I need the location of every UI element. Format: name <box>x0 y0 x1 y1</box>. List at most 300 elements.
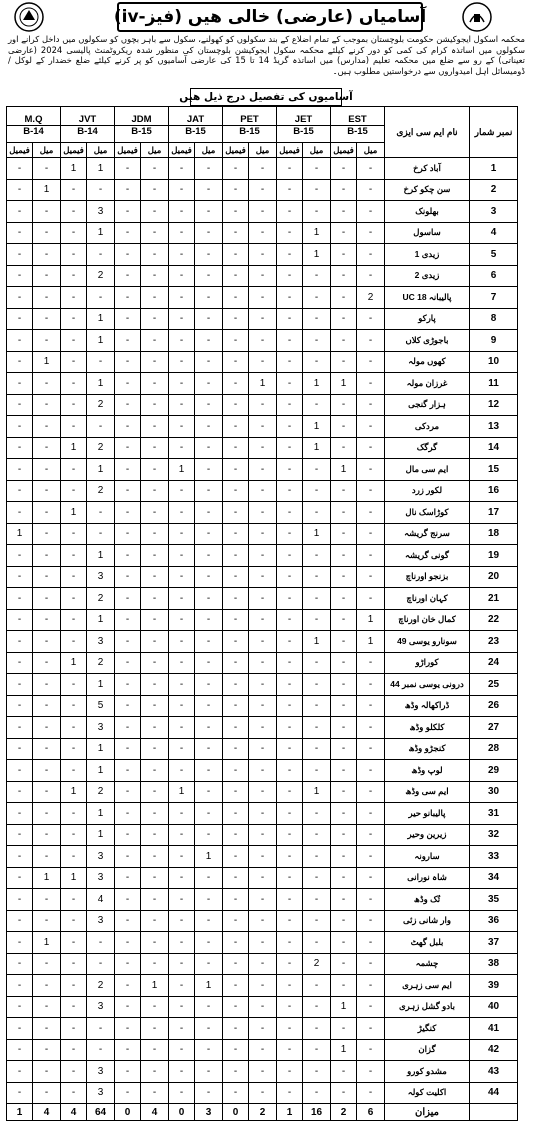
male-count-cell: - <box>33 287 61 309</box>
female-count-cell: 1 <box>331 459 357 481</box>
total-cell: 0 <box>223 1104 249 1121</box>
male-count-cell: 2 <box>87 480 115 502</box>
male-count-cell: - <box>195 179 223 201</box>
union-council-name: بلبل گھٹ <box>385 932 470 954</box>
male-header: میل <box>33 143 61 158</box>
table-row <box>7 265 518 287</box>
male-count-cell: - <box>195 609 223 631</box>
female-header: فیمیل <box>169 143 195 158</box>
male-count-cell: - <box>357 1061 385 1083</box>
female-count-cell: - <box>61 1061 87 1083</box>
male-count-cell: 1 <box>87 373 115 395</box>
male-count-cell: 2 <box>87 437 115 459</box>
male-count-cell: - <box>195 545 223 567</box>
female-count-cell: - <box>7 803 33 825</box>
female-count-cell: - <box>277 975 303 997</box>
female-count-cell: - <box>169 351 195 373</box>
table-row <box>7 1061 518 1083</box>
female-count-cell: - <box>223 437 249 459</box>
male-count-cell: - <box>303 308 331 330</box>
female-count-cell: - <box>7 566 33 588</box>
male-count-cell: - <box>195 523 223 545</box>
female-count-cell: - <box>7 674 33 696</box>
table-row <box>7 824 518 846</box>
female-header: فیمیل <box>7 143 33 158</box>
male-count-cell: - <box>141 1082 169 1104</box>
female-count-cell: - <box>223 674 249 696</box>
female-count-cell: - <box>7 760 33 782</box>
male-count-cell: - <box>33 437 61 459</box>
female-count-cell: - <box>7 717 33 739</box>
male-count-cell: - <box>249 910 277 932</box>
emblem-icon <box>14 2 44 32</box>
table-row <box>7 1082 518 1104</box>
female-count-cell: - <box>61 846 87 868</box>
male-count-cell: - <box>357 695 385 717</box>
male-count-cell: 1 <box>249 373 277 395</box>
male-count-cell: - <box>33 781 61 803</box>
male-count-cell: 1 <box>357 631 385 653</box>
male-count-cell: - <box>33 1039 61 1061</box>
male-count-cell: - <box>303 910 331 932</box>
male-count-cell: 4 <box>87 889 115 911</box>
female-count-cell: - <box>223 953 249 975</box>
male-count-cell: - <box>357 265 385 287</box>
table-row <box>7 631 518 653</box>
table-row <box>7 889 518 911</box>
female-count-cell: - <box>115 1061 141 1083</box>
serial-number: 35 <box>470 889 518 911</box>
female-count-cell: - <box>61 244 87 266</box>
male-count-cell: 1 <box>87 158 115 180</box>
female-count-cell: - <box>115 760 141 782</box>
union-council-name: بزنجو اورناچ <box>385 566 470 588</box>
male-count-cell: - <box>249 803 277 825</box>
female-count-cell: - <box>277 953 303 975</box>
female-count-cell: 1 <box>61 437 87 459</box>
table-row <box>7 330 518 352</box>
male-count-cell: 2 <box>303 953 331 975</box>
male-count-cell: 1 <box>87 545 115 567</box>
male-count-cell: 1 <box>87 308 115 330</box>
male-count-cell: - <box>195 760 223 782</box>
male-count-cell: - <box>249 652 277 674</box>
male-count-cell: - <box>303 330 331 352</box>
male-count-cell: - <box>33 523 61 545</box>
male-count-cell: - <box>33 760 61 782</box>
female-count-cell: - <box>277 222 303 244</box>
female-count-cell: - <box>61 674 87 696</box>
union-council-name: سونارو یوسی 49 <box>385 631 470 653</box>
female-header: فیمیل <box>277 143 303 158</box>
male-count-cell: - <box>33 459 61 481</box>
male-count-cell: 3 <box>87 867 115 889</box>
male-count-cell: - <box>249 179 277 201</box>
female-count-cell: 1 <box>61 502 87 524</box>
female-count-cell: - <box>169 222 195 244</box>
male-count-cell: - <box>195 394 223 416</box>
female-count-cell: - <box>223 867 249 889</box>
male-count-cell: - <box>357 781 385 803</box>
female-count-cell: - <box>169 502 195 524</box>
male-count-cell: - <box>141 867 169 889</box>
male-count-cell: - <box>87 1039 115 1061</box>
female-count-cell: - <box>61 287 87 309</box>
female-count-cell: - <box>169 674 195 696</box>
male-count-cell: - <box>303 179 331 201</box>
female-count-cell: 1 <box>169 459 195 481</box>
intro-paragraph: محکمہ اسکول ایجوکیشن حکومت بلوچستان بموجب کے تمام اضلاع کے بند سکولوں کو کھولنے، سکول سے باہر بچوں کو سکولوں میں داخل کرانے اور سکولوں میں اساتذہ کرام کی کمی کو دور کرنے کیلئے محکمہ سکول ایجوکیشن بلوچستان کی منظور شدہ ریکروٹمنٹ پالیسی 2024 (عارضی تعیناتی) کے رو سے ضلع میں محکمہ تعلیم (مدارس) میں اساتذہ گریڈ 14 تا 15 کی عارضی آسامیوں کو پر کرنے کیلئے ضلع خضدار کے لوکل / ڈومیسائل اہل امیدواروں سے درخواستیں مطلوب ہیں۔ <box>8 34 525 76</box>
male-count-cell: 2 <box>87 652 115 674</box>
male-count-cell: - <box>195 803 223 825</box>
male-count-cell: - <box>141 717 169 739</box>
union-council-name: کنجڑو وڈھ <box>385 738 470 760</box>
female-count-cell: - <box>7 953 33 975</box>
male-count-cell: - <box>357 244 385 266</box>
table-row <box>7 588 518 610</box>
male-count-cell: - <box>357 760 385 782</box>
total-cell: 4 <box>33 1104 61 1121</box>
male-count-cell: - <box>141 502 169 524</box>
male-count-cell: - <box>195 631 223 653</box>
female-count-cell: - <box>277 373 303 395</box>
female-count-cell: - <box>331 652 357 674</box>
female-count-cell: - <box>277 523 303 545</box>
female-count-cell: - <box>223 609 249 631</box>
male-count-cell: - <box>195 566 223 588</box>
serial-number: 14 <box>470 437 518 459</box>
male-count-cell: - <box>357 351 385 373</box>
female-count-cell: - <box>7 308 33 330</box>
female-count-cell: - <box>223 652 249 674</box>
table-row <box>7 179 518 201</box>
male-count-cell: - <box>249 1082 277 1104</box>
female-header: فیمیل <box>61 143 87 158</box>
female-count-cell: - <box>277 201 303 223</box>
male-count-cell: 2 <box>87 975 115 997</box>
female-count-cell: - <box>115 996 141 1018</box>
female-count-cell: - <box>115 459 141 481</box>
serial-number: 25 <box>470 674 518 696</box>
female-count-cell: 1 <box>7 523 33 545</box>
female-count-cell: - <box>115 566 141 588</box>
female-count-cell: - <box>277 674 303 696</box>
union-council-name: لکور زرد <box>385 480 470 502</box>
union-council-name: مشدو کورو <box>385 1061 470 1083</box>
female-count-cell: - <box>223 330 249 352</box>
female-count-cell: - <box>169 308 195 330</box>
female-count-cell: - <box>277 158 303 180</box>
serial-number: 24 <box>470 652 518 674</box>
female-count-cell: - <box>61 588 87 610</box>
female-count-cell: - <box>223 1039 249 1061</box>
male-count-cell: - <box>303 674 331 696</box>
female-count-cell: - <box>61 523 87 545</box>
female-count-cell: - <box>115 201 141 223</box>
female-count-cell: - <box>331 717 357 739</box>
serial-column-header: نمبر شمار <box>470 107 518 158</box>
female-count-cell: - <box>169 975 195 997</box>
female-count-cell: - <box>331 1082 357 1104</box>
female-count-cell: - <box>61 1018 87 1040</box>
female-count-cell: - <box>169 1061 195 1083</box>
male-count-cell: - <box>195 824 223 846</box>
female-count-cell: - <box>61 760 87 782</box>
male-count-cell: - <box>249 889 277 911</box>
male-count-cell: - <box>303 502 331 524</box>
male-count-cell: - <box>195 437 223 459</box>
female-count-cell: - <box>61 265 87 287</box>
male-count-cell: - <box>195 996 223 1018</box>
union-council-name: گرگک <box>385 437 470 459</box>
female-count-cell: - <box>277 416 303 438</box>
female-count-cell: - <box>115 953 141 975</box>
serial-number: 12 <box>470 394 518 416</box>
male-count-cell: - <box>303 394 331 416</box>
serial-number: 27 <box>470 717 518 739</box>
union-council-name: ہزار گنجی <box>385 394 470 416</box>
union-council-name: بھلونک <box>385 201 470 223</box>
male-count-cell: - <box>141 480 169 502</box>
serial-number: 21 <box>470 588 518 610</box>
union-council-name: مردکی <box>385 416 470 438</box>
serial-number: 6 <box>470 265 518 287</box>
union-council-name: زیدی 2 <box>385 265 470 287</box>
female-count-cell: 1 <box>61 158 87 180</box>
male-count-cell: 2 <box>87 781 115 803</box>
female-count-cell: - <box>169 846 195 868</box>
table-row <box>7 566 518 588</box>
male-count-cell: - <box>249 674 277 696</box>
female-count-cell: - <box>277 545 303 567</box>
male-count-cell: - <box>357 545 385 567</box>
female-count-cell: - <box>7 824 33 846</box>
male-count-cell: 1 <box>303 781 331 803</box>
female-count-cell: - <box>169 244 195 266</box>
union-council-name: پالیبانو حیر <box>385 803 470 825</box>
female-count-cell: - <box>223 566 249 588</box>
male-count-cell: - <box>357 158 385 180</box>
female-count-cell: - <box>331 695 357 717</box>
male-count-cell: - <box>357 523 385 545</box>
male-count-cell: - <box>87 244 115 266</box>
female-count-cell: 1 <box>61 652 87 674</box>
male-count-cell: - <box>249 201 277 223</box>
male-count-cell: 1 <box>33 932 61 954</box>
female-count-cell: - <box>169 1039 195 1061</box>
union-council-name: شاہ نورانی <box>385 867 470 889</box>
union-council-name: پارکو <box>385 308 470 330</box>
table-row <box>7 1018 518 1040</box>
table-row <box>7 523 518 545</box>
male-count-cell: - <box>249 265 277 287</box>
female-count-cell: - <box>115 222 141 244</box>
female-count-cell: - <box>331 781 357 803</box>
male-count-cell: - <box>33 330 61 352</box>
male-count-cell: - <box>33 975 61 997</box>
male-count-cell: - <box>33 953 61 975</box>
female-count-cell: - <box>331 803 357 825</box>
female-count-cell: - <box>169 158 195 180</box>
female-count-cell: - <box>277 1039 303 1061</box>
female-count-cell: - <box>115 609 141 631</box>
female-count-cell: - <box>7 1039 33 1061</box>
male-count-cell: - <box>195 867 223 889</box>
female-count-cell: - <box>115 265 141 287</box>
female-header: فیمیل <box>115 143 141 158</box>
serial-number: 43 <box>470 1061 518 1083</box>
serial-number: 42 <box>470 1039 518 1061</box>
female-count-cell: - <box>61 910 87 932</box>
female-count-cell: - <box>7 437 33 459</box>
male-count-cell: - <box>249 480 277 502</box>
female-count-cell: - <box>223 910 249 932</box>
male-count-cell: 1 <box>87 824 115 846</box>
union-council-name: تُک وڈھ <box>385 889 470 911</box>
male-count-cell: - <box>303 738 331 760</box>
female-count-cell: - <box>223 932 249 954</box>
female-count-cell: - <box>61 566 87 588</box>
female-count-cell: - <box>115 631 141 653</box>
subtitle-box <box>179 88 353 106</box>
male-count-cell: - <box>33 1082 61 1104</box>
female-count-cell: - <box>115 652 141 674</box>
female-count-cell: - <box>7 480 33 502</box>
female-count-cell: - <box>277 566 303 588</box>
male-count-cell: - <box>303 846 331 868</box>
female-count-cell: - <box>277 1018 303 1040</box>
male-count-cell: 3 <box>87 201 115 223</box>
male-count-cell: - <box>141 760 169 782</box>
female-count-cell: - <box>61 996 87 1018</box>
government-logo-icon <box>462 2 492 32</box>
male-count-cell: 1 <box>303 631 331 653</box>
male-count-cell: - <box>303 1082 331 1104</box>
female-count-cell: - <box>115 437 141 459</box>
male-count-cell: - <box>33 695 61 717</box>
female-count-cell: - <box>169 889 195 911</box>
male-count-cell: - <box>249 330 277 352</box>
female-count-cell: - <box>331 158 357 180</box>
female-count-cell: - <box>7 867 33 889</box>
male-count-cell: - <box>141 695 169 717</box>
scale-header: B-15 <box>277 126 331 143</box>
serial-number: 10 <box>470 351 518 373</box>
total-cell: 3 <box>195 1104 223 1121</box>
serial-number: 38 <box>470 953 518 975</box>
female-count-cell: - <box>61 459 87 481</box>
female-count-cell: - <box>331 760 357 782</box>
union-council-name: پالیبانہ UC 18 <box>385 287 470 309</box>
female-count-cell: - <box>277 631 303 653</box>
female-count-cell: - <box>223 373 249 395</box>
male-count-cell: - <box>303 975 331 997</box>
male-count-cell: - <box>249 975 277 997</box>
male-count-cell: - <box>141 846 169 868</box>
male-header: میل <box>249 143 277 158</box>
serial-number: 5 <box>470 244 518 266</box>
table-row <box>7 760 518 782</box>
female-count-cell: 1 <box>61 867 87 889</box>
male-count-cell: - <box>195 1061 223 1083</box>
male-count-cell: - <box>33 502 61 524</box>
male-count-cell: 2 <box>357 287 385 309</box>
male-count-cell: - <box>249 1039 277 1061</box>
female-count-cell: - <box>7 631 33 653</box>
female-count-cell: - <box>331 910 357 932</box>
female-count-cell: - <box>223 416 249 438</box>
female-count-cell: - <box>169 760 195 782</box>
female-count-cell: - <box>331 244 357 266</box>
union-council-name: کمال خان اورناچ <box>385 609 470 631</box>
union-council-name: باجوڑی کلاں <box>385 330 470 352</box>
male-count-cell: - <box>357 373 385 395</box>
female-count-cell: - <box>223 760 249 782</box>
female-count-cell: - <box>7 158 33 180</box>
serial-number: 26 <box>470 695 518 717</box>
male-count-cell: - <box>195 459 223 481</box>
female-count-cell: - <box>7 846 33 868</box>
male-count-cell: - <box>195 695 223 717</box>
male-count-cell: - <box>195 932 223 954</box>
female-count-cell: - <box>7 201 33 223</box>
male-count-cell: - <box>141 330 169 352</box>
female-count-cell: - <box>61 373 87 395</box>
male-count-cell: - <box>33 373 61 395</box>
female-count-cell: - <box>7 588 33 610</box>
female-count-cell: - <box>115 308 141 330</box>
serial-number: 40 <box>470 996 518 1018</box>
female-count-cell: - <box>169 287 195 309</box>
male-count-cell: - <box>33 674 61 696</box>
female-count-cell: - <box>223 975 249 997</box>
male-count-cell: - <box>357 824 385 846</box>
female-count-cell: - <box>115 523 141 545</box>
male-count-cell: - <box>195 502 223 524</box>
male-count-cell: 1 <box>87 459 115 481</box>
female-count-cell: - <box>331 394 357 416</box>
post-header: JAT <box>169 107 223 126</box>
female-count-cell: - <box>223 803 249 825</box>
female-count-cell: - <box>169 265 195 287</box>
female-count-cell: - <box>277 803 303 825</box>
female-count-cell: - <box>277 1082 303 1104</box>
table-row <box>7 502 518 524</box>
female-count-cell: - <box>115 717 141 739</box>
female-count-cell: - <box>331 351 357 373</box>
female-count-cell: - <box>277 244 303 266</box>
female-count-cell: - <box>223 631 249 653</box>
female-count-cell: - <box>7 910 33 932</box>
male-count-cell: 1 <box>303 416 331 438</box>
total-cell: 0 <box>169 1104 195 1121</box>
table-row <box>7 867 518 889</box>
union-council-name: درونی یوسی نمبر 44 <box>385 674 470 696</box>
female-count-cell: - <box>169 416 195 438</box>
male-count-cell: - <box>141 179 169 201</box>
male-count-cell: 1 <box>87 674 115 696</box>
male-count-cell: - <box>357 308 385 330</box>
table-row <box>7 652 518 674</box>
female-count-cell: - <box>169 867 195 889</box>
female-count-cell: - <box>115 287 141 309</box>
male-count-cell: 3 <box>87 910 115 932</box>
total-cell: 16 <box>303 1104 331 1121</box>
male-count-cell: - <box>249 523 277 545</box>
male-count-cell: - <box>195 1018 223 1040</box>
male-count-cell: - <box>195 674 223 696</box>
serial-number: 29 <box>470 760 518 782</box>
